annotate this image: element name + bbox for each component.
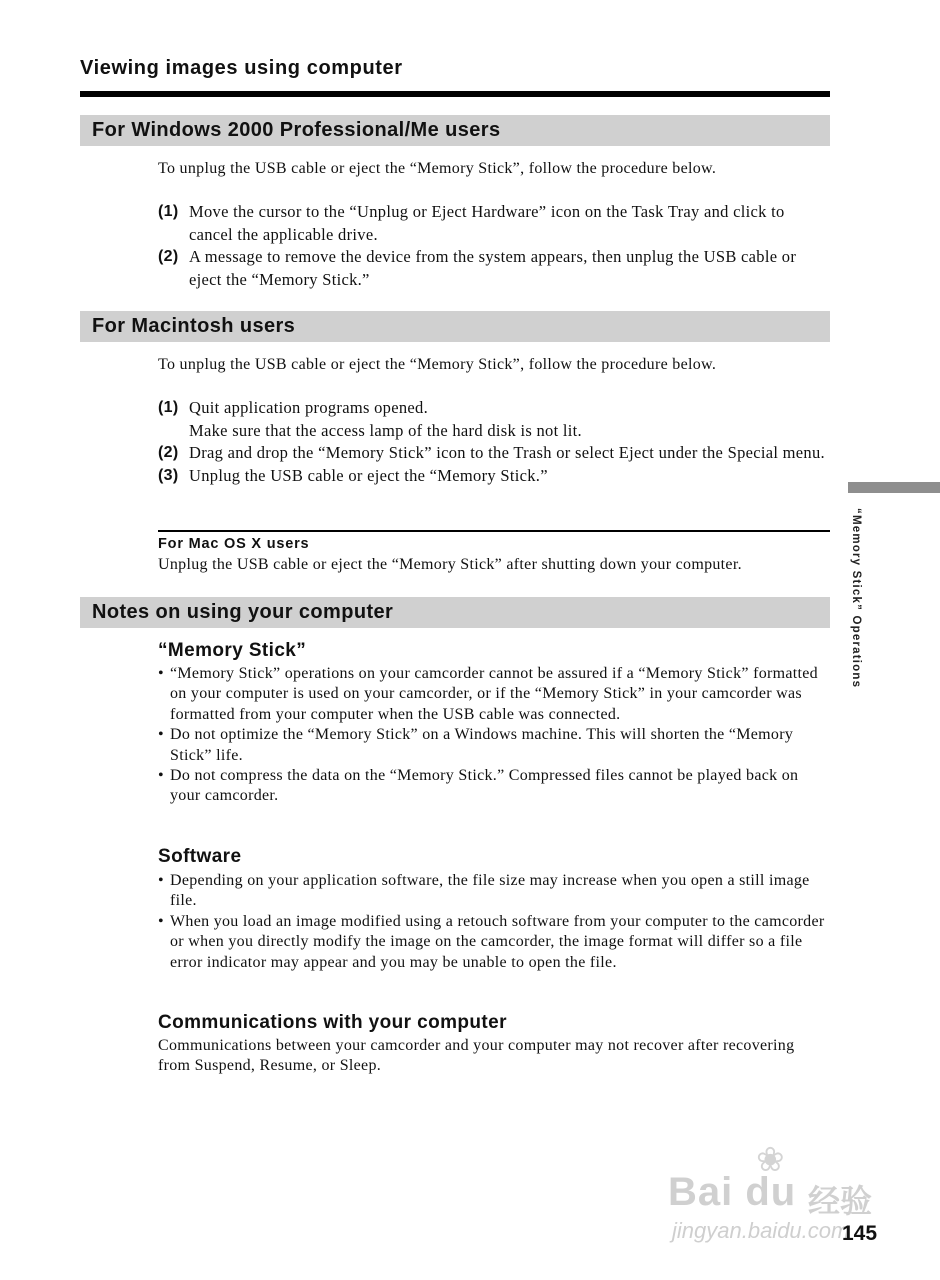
bullet-glyph: • [158, 912, 164, 930]
side-section-label: “Memory Stick” Operations [850, 508, 862, 689]
heading-rule [80, 91, 830, 97]
watermark-brand: Bai du [668, 1170, 797, 1214]
list-item [158, 664, 828, 725]
communications-subheading: Communications with your computer [158, 1012, 507, 1033]
step-text: Move the cursor to the “Unplug or Eject Hardware” icon on the Task Tray and click to cancel the applicable drive. [189, 202, 785, 244]
step-text-secondary: Make sure that the access lamp of the hard disk is not lit. [189, 420, 582, 440]
list-item [158, 201, 828, 246]
step-number: (1) [158, 203, 179, 220]
step-text: Unplug the USB cable or eject the “Memory Stick.” [189, 465, 548, 485]
list-item [158, 246, 828, 291]
section-title-mac: For Macintosh users [80, 311, 830, 342]
step-number: (1) [158, 399, 179, 416]
step-text: Drag and drop the “Memory Stick” icon to the Trash or select Eject under the Special menu. [189, 443, 825, 462]
watermark-cn: 经验 [808, 1182, 873, 1220]
page-number: 145 [842, 1222, 878, 1245]
divider [158, 530, 830, 532]
bullet-text: Depending on your application software, the file size may increase when you open a still image file. [170, 872, 810, 910]
list-item [158, 912, 828, 973]
section-title-windows: For Windows 2000 Professional/Me users [80, 115, 830, 146]
list-item [158, 766, 828, 807]
mac-intro: To unplug the USB cable or eject the “Memory Stick”, follow the procedure below. [158, 356, 717, 373]
bullet-text: Do not compress the data on the “Memory Stick.” Compressed files cannot be played back on your camcorder. [170, 767, 799, 805]
step-number: (2) [158, 444, 179, 461]
windows-intro: To unplug the USB cable or eject the “Memory Stick”, follow the procedure below. [158, 160, 717, 177]
osx-text: Unplug the USB cable or eject the “Memory Stick” after shutting down your computer. [158, 556, 742, 573]
mac-steps [158, 397, 828, 487]
list-item [158, 397, 828, 442]
memory-stick-subheading: “Memory Stick” [158, 640, 307, 661]
list-item [158, 465, 828, 488]
bullet-glyph: • [158, 665, 164, 682]
list-item [158, 725, 828, 766]
windows-steps [158, 201, 828, 291]
watermark-url: jingyan.baidu.com [672, 1218, 850, 1243]
software-bullets [158, 871, 828, 973]
memory-stick-bullets [158, 664, 828, 807]
list-item [158, 871, 828, 912]
list-item [158, 442, 828, 465]
software-subheading: Software [158, 846, 242, 867]
osx-subheading: For Mac OS X users [158, 536, 310, 552]
bullet-glyph: • [158, 872, 164, 889]
step-number: (3) [158, 466, 179, 484]
step-text: A message to remove the device from the system appears, then unplug the USB cable or eject the “Memory Stick.” [189, 247, 797, 289]
bullet-glyph: • [158, 726, 164, 744]
paw-icon: ❀ [756, 1140, 785, 1180]
side-tab-marker [848, 482, 940, 493]
bullet-text: When you load an image modified using a retouch software from your computer to the camcorder or when you directly modify the image on the camcorder, the image format will differ so a file error indicator may appear and you may be unable to open the file. [170, 912, 825, 971]
page-heading: Viewing images using computer [80, 57, 403, 79]
bullet-text: Do not optimize the “Memory Stick” on a Windows machine. This will shorten the “Memory Stick” life. [170, 726, 794, 764]
bullet-glyph: • [158, 767, 164, 785]
communications-text: Communications between your camcorder and your computer may not recover after recovering from Suspend, Resume, or Sleep. [158, 1037, 795, 1075]
bullet-text: “Memory Stick” operations on your camcorder cannot be assured if a “Memory Stick” formatted on your computer is used on your camcorder, or if the “Memory Stick” in your camcorder was formatted from your computer when the USB cable was connected. [170, 665, 818, 723]
step-number: (2) [158, 248, 179, 265]
step-text: Quit application programs opened. [189, 398, 429, 417]
section-title-notes: Notes on using your computer [80, 597, 830, 628]
